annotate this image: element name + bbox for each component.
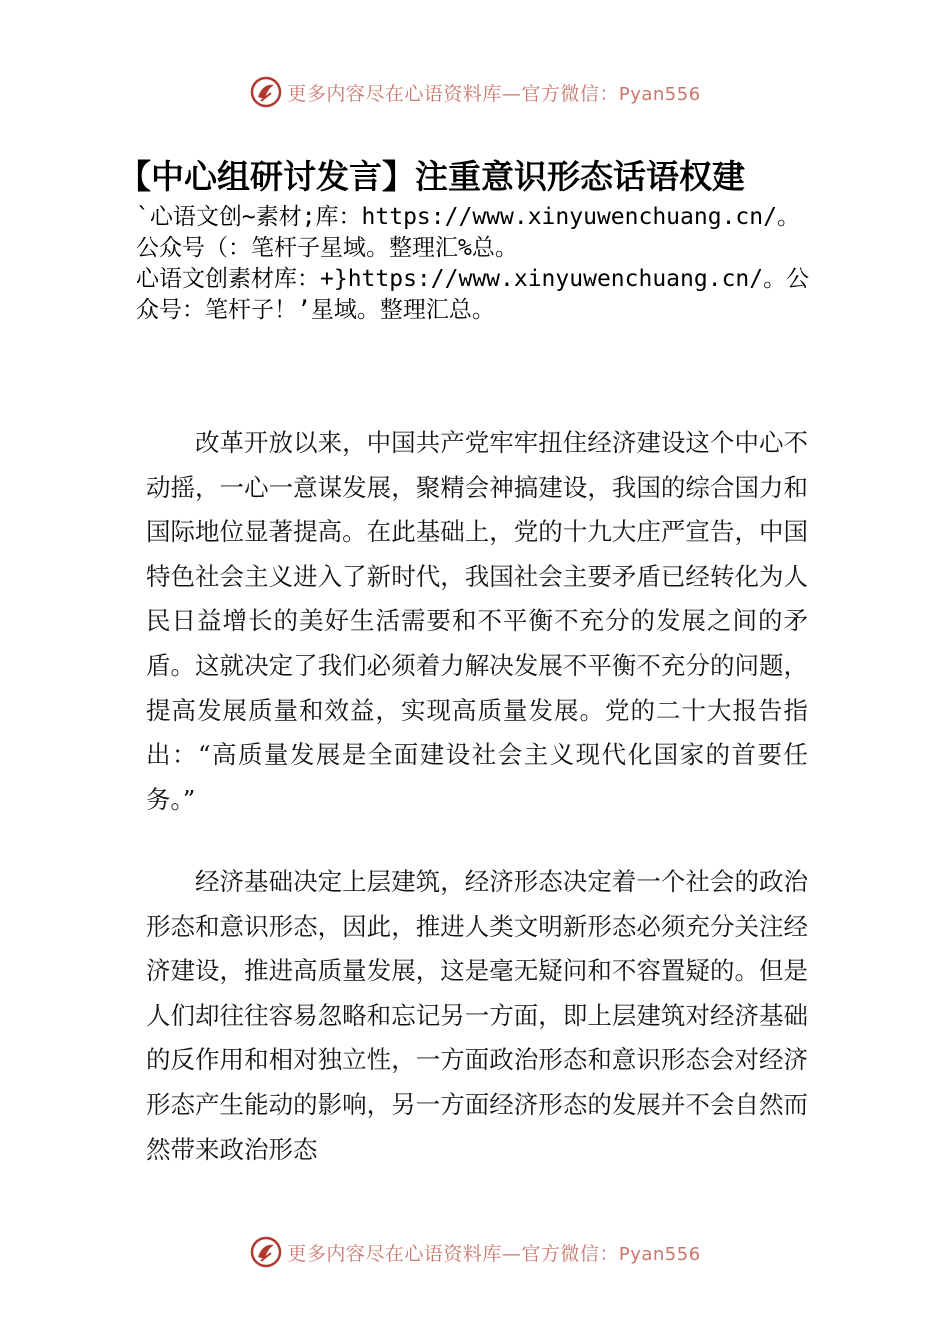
source-line: 公众号（：笔杆子星域。整理汇%总。 — [136, 235, 518, 261]
source-line: 心语文创素材库：+}https://www.xinyuwenchuang.cn/。公 — [136, 266, 810, 292]
brand-logo-icon — [249, 75, 283, 109]
source-info — [136, 202, 856, 326]
banner-text: 更多内容尽在心语资料库—官方微信：Pyan556 — [287, 1242, 701, 1265]
body-paragraph: 经济基础决定上层建筑，经济形态决定着一个社会的政治形态和意识形态，因此，推进人类文明新形态必须充分关注经济建设，推进高质量发展，这是毫无疑问和不容置疑的。但是人们却往往容易忽略和忘记另一方面，即上层建筑对经济基础的反作用和相对独立性，一方面政治形态和意识形态会对经济形态产生能动的影响，另一方面经济形态的发展并不会自然而然带来政治形态 — [146, 867, 808, 1164]
footer-banner — [0, 1232, 950, 1272]
banner-text: 更多内容尽在心语资料库—官方微信：Pyan556 — [287, 82, 701, 105]
brand-logo-icon — [249, 1235, 283, 1269]
header-banner — [0, 72, 950, 112]
body-paragraph: 改革开放以来，中国共产党牢牢扭住经济建设这个中心不动摇，一心一意谋发展，聚精会神搞建设，我国的综合国力和国际地位显著提高。在此基础上，党的十九大庄严宣告，中国特色社会主义进入了新时代，我国社会主要矛盾已经转化为人民日益增长的美好生活需要和不平衡不充分的发展之间的矛盾。这就决定了我们必须着力解决发展不平衡不充分的问题，提高发展质量和效益，实现高质量发展。党的二十大报告指出：“高质量发展是全面建设社会主义现代化国家的首要任务。” — [146, 428, 808, 814]
document-title: 【中心组研讨发言】注重意识形态话语权建 — [118, 157, 745, 196]
source-line: `心语文创~素材;库：https://www.xinyuwenchuang.cn/。 — [136, 204, 800, 230]
source-line: 众号：笔杆子！’星域。整理汇总。 — [136, 297, 495, 323]
